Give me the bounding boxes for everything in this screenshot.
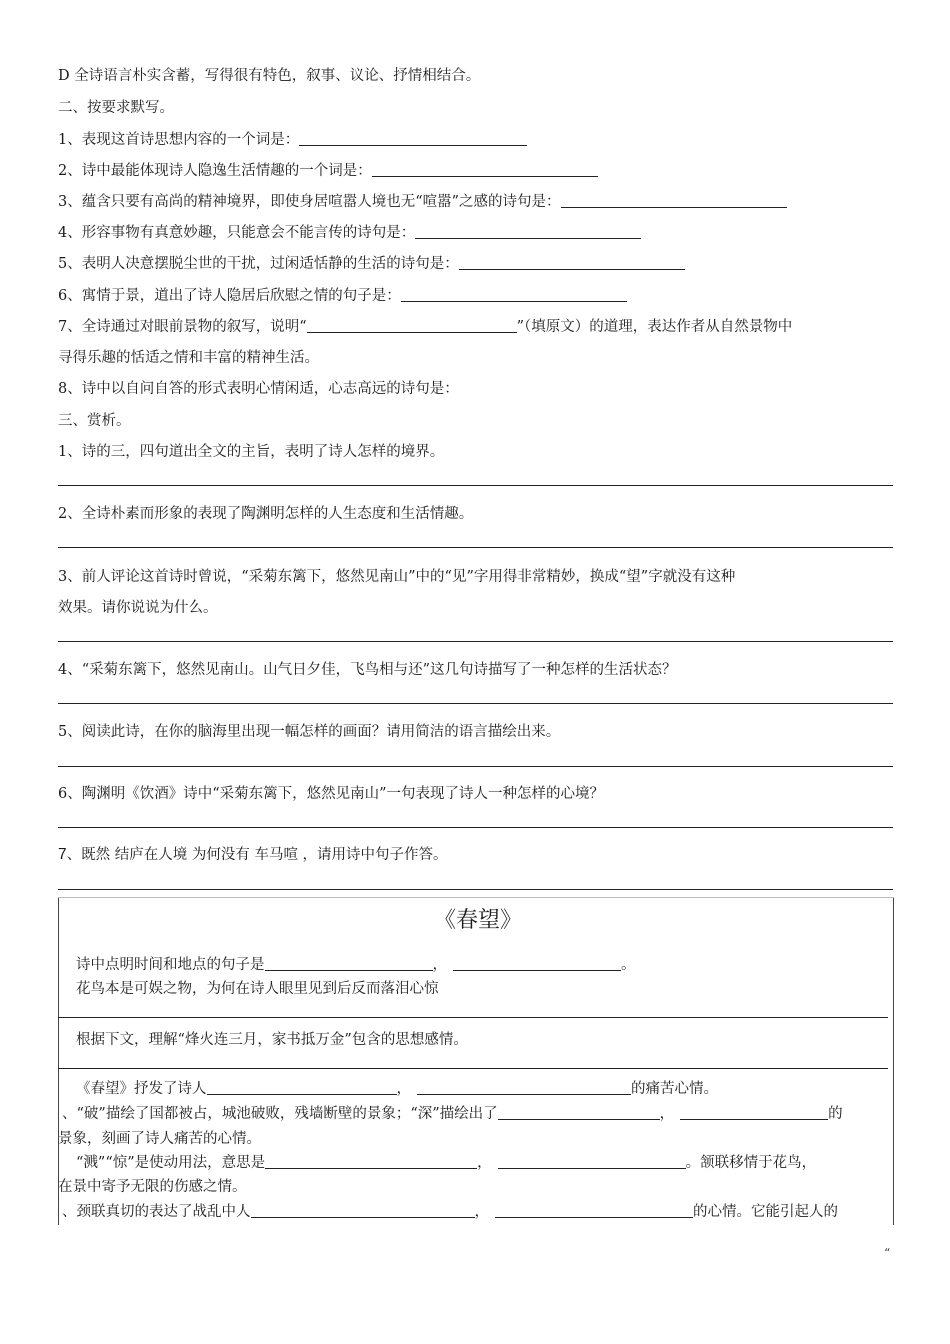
question-6-text: 6、寓情于景，道出了诗人隐居后欣慰之情的句子是： bbox=[58, 288, 401, 304]
answer-blank[interactable] bbox=[207, 1080, 397, 1095]
answer-blank[interactable] bbox=[498, 1105, 660, 1120]
analysis-7 bbox=[58, 843, 448, 864]
analysis-3: 3、前人评论这首诗时曾说，“采菊东篱下，悠然见南山”中的“见”字用得非常精妙，换成“望”字就没有这种 bbox=[58, 569, 736, 585]
question-4 bbox=[58, 221, 641, 242]
box-question-7-text: 、颈联真切的表达了战乱中人 bbox=[62, 1204, 251, 1220]
comma: ， bbox=[396, 1081, 411, 1097]
comma: ， bbox=[432, 957, 447, 973]
answer-line[interactable] bbox=[58, 766, 893, 767]
answer-line[interactable] bbox=[58, 485, 893, 486]
answer-blank[interactable] bbox=[251, 1203, 475, 1218]
comma: ， bbox=[474, 1204, 489, 1220]
answer-blank[interactable] bbox=[307, 318, 517, 333]
option-d: D 全诗语言朴实含蓄，写得很有特色，叙事、议论、抒情相结合。 bbox=[58, 68, 481, 84]
question-7 bbox=[58, 315, 792, 336]
box-question-5 bbox=[62, 1102, 843, 1123]
answer-blank[interactable] bbox=[415, 224, 641, 239]
box-question-7 bbox=[62, 1200, 838, 1221]
analysis-6: 6、陶渊明《饮酒》诗中“采菊东篱下，悠然见南山”一句表现了诗人一种怎样的心境？ bbox=[58, 786, 605, 802]
analysis-7-number: 7 bbox=[58, 846, 67, 863]
answer-line[interactable] bbox=[58, 827, 893, 828]
comma: ， bbox=[477, 1155, 492, 1171]
analysis-1: 1、诗的三，四句道出全文的主旨，表明了诗人怎样的境界。 bbox=[58, 444, 445, 460]
box-question-5-text: 、“破”描绘了国都被占，城池破败，残墙断壁的景象；“深”描绘出了 bbox=[62, 1106, 498, 1122]
question-4-text: 4、形容事物有真意妙趣，只能意会不能言传的诗句是： bbox=[58, 225, 416, 241]
comma: ， bbox=[659, 1106, 675, 1122]
question-5 bbox=[58, 252, 685, 273]
analysis-4: 4、“采菊东篱下，悠然见南山。山气日夕佳，飞鸟相与还”这几句诗描写了一种怎样的生活状态？ bbox=[58, 662, 677, 678]
box-question-4-end: 的痛苦心情。 bbox=[631, 1081, 718, 1097]
answer-blank[interactable] bbox=[459, 255, 685, 270]
answer-line[interactable] bbox=[58, 1068, 888, 1069]
box-question-6-text: “溅”“惊”是使动用法，意思是 bbox=[76, 1155, 266, 1171]
box-question-3: 根据下文，理解“烽火连三月，家书抵万金”包含的思想感情。 bbox=[76, 1032, 468, 1048]
analysis-5: 5、阅读此诗，在你的脑海里出现一幅怎样的画面？请用简洁的语言描绘出来。 bbox=[58, 724, 561, 740]
question-7-line-2: 寻得乐趣的恬适之情和丰富的精神生活。 bbox=[58, 350, 319, 366]
question-6 bbox=[58, 284, 627, 305]
box-question-1-text: 诗中点明时间和地点的句子是 bbox=[76, 957, 265, 973]
box-question-5-line-2: 景象，刻画了诗人痛苦的心情。 bbox=[58, 1131, 261, 1147]
box-question-4 bbox=[76, 1077, 718, 1098]
answer-line[interactable] bbox=[58, 1017, 888, 1018]
question-7-text-cont: ”（填原文）的道理，表达作者从自然景物中 bbox=[516, 319, 793, 335]
answer-blank[interactable] bbox=[495, 1203, 693, 1218]
answer-blank[interactable] bbox=[561, 193, 787, 208]
box-question-1 bbox=[76, 953, 636, 974]
answer-line[interactable] bbox=[58, 703, 893, 704]
answer-blank[interactable] bbox=[453, 956, 621, 971]
box-top-border bbox=[58, 897, 894, 898]
question-5-text: 5、表明人决意摆脱尘世的干扰，过闲适恬静的生活的诗句是： bbox=[58, 256, 459, 272]
question-2 bbox=[58, 159, 598, 180]
answer-blank[interactable] bbox=[417, 1080, 631, 1095]
question-1 bbox=[58, 128, 527, 149]
box-question-6-line-2: 在景中寄予无限的伤感之情。 bbox=[58, 1179, 247, 1195]
box-question-6-end: 。颔联移情于花鸟， bbox=[685, 1155, 817, 1171]
answer-line[interactable] bbox=[58, 889, 893, 890]
section-2-heading: 二、按要求默写。 bbox=[58, 100, 174, 116]
box-question-7-end: 的心情。它能引起人的 bbox=[693, 1204, 838, 1220]
answer-blank[interactable] bbox=[265, 1154, 477, 1169]
answer-blank[interactable] bbox=[680, 1105, 828, 1120]
question-3 bbox=[58, 190, 787, 211]
box-question-6 bbox=[76, 1151, 816, 1172]
section-3-heading: 三、赏析。 bbox=[58, 413, 131, 429]
analysis-3-line-2: 效果。请你说说为什么。 bbox=[58, 600, 218, 616]
answer-line[interactable] bbox=[58, 547, 893, 548]
answer-blank[interactable] bbox=[265, 956, 433, 971]
question-1-text: 1、表现这首诗思想内容的一个词是： bbox=[58, 132, 300, 148]
question-8: 8、诗中以自问自答的形式表明心情闲适，心志高远的诗句是： bbox=[58, 381, 459, 397]
question-7-text: 7、全诗通过对眼前景物的叙写，说明“ bbox=[58, 319, 307, 335]
box-question-4-text: 《春望》抒发了诗人 bbox=[76, 1081, 207, 1097]
answer-blank[interactable] bbox=[498, 1154, 686, 1169]
answer-blank[interactable] bbox=[372, 162, 598, 177]
question-3-text: 3、蕴含只要有高尚的精神境界，即使身居喧嚣人境也无“喧嚣”之感的诗句是： bbox=[58, 194, 561, 210]
period: 。 bbox=[621, 957, 636, 973]
answer-blank[interactable] bbox=[401, 287, 627, 302]
box-right-border bbox=[893, 897, 894, 1225]
question-2-text: 2、诗中最能体现诗人隐逸生活情趣的一个词是： bbox=[58, 163, 372, 179]
answer-blank[interactable] bbox=[299, 131, 527, 146]
answer-line[interactable] bbox=[58, 641, 893, 642]
box-question-2: 花鸟本是可娱之物，为何在诗人眼里见到后反而落泪心惊 bbox=[76, 981, 439, 997]
box-question-5-end: 的 bbox=[828, 1106, 843, 1122]
analysis-2: 2、全诗朴素而形象的表现了陶渊明怎样的人生态度和生活情趣。 bbox=[58, 506, 474, 522]
footer-mark: “ bbox=[884, 1246, 891, 1260]
poem-title: 《春望》 bbox=[434, 908, 523, 933]
analysis-7-text: 、既然 结庐在人境 为何没有 车马喧 ，请用诗中句子作答。 bbox=[66, 847, 448, 863]
